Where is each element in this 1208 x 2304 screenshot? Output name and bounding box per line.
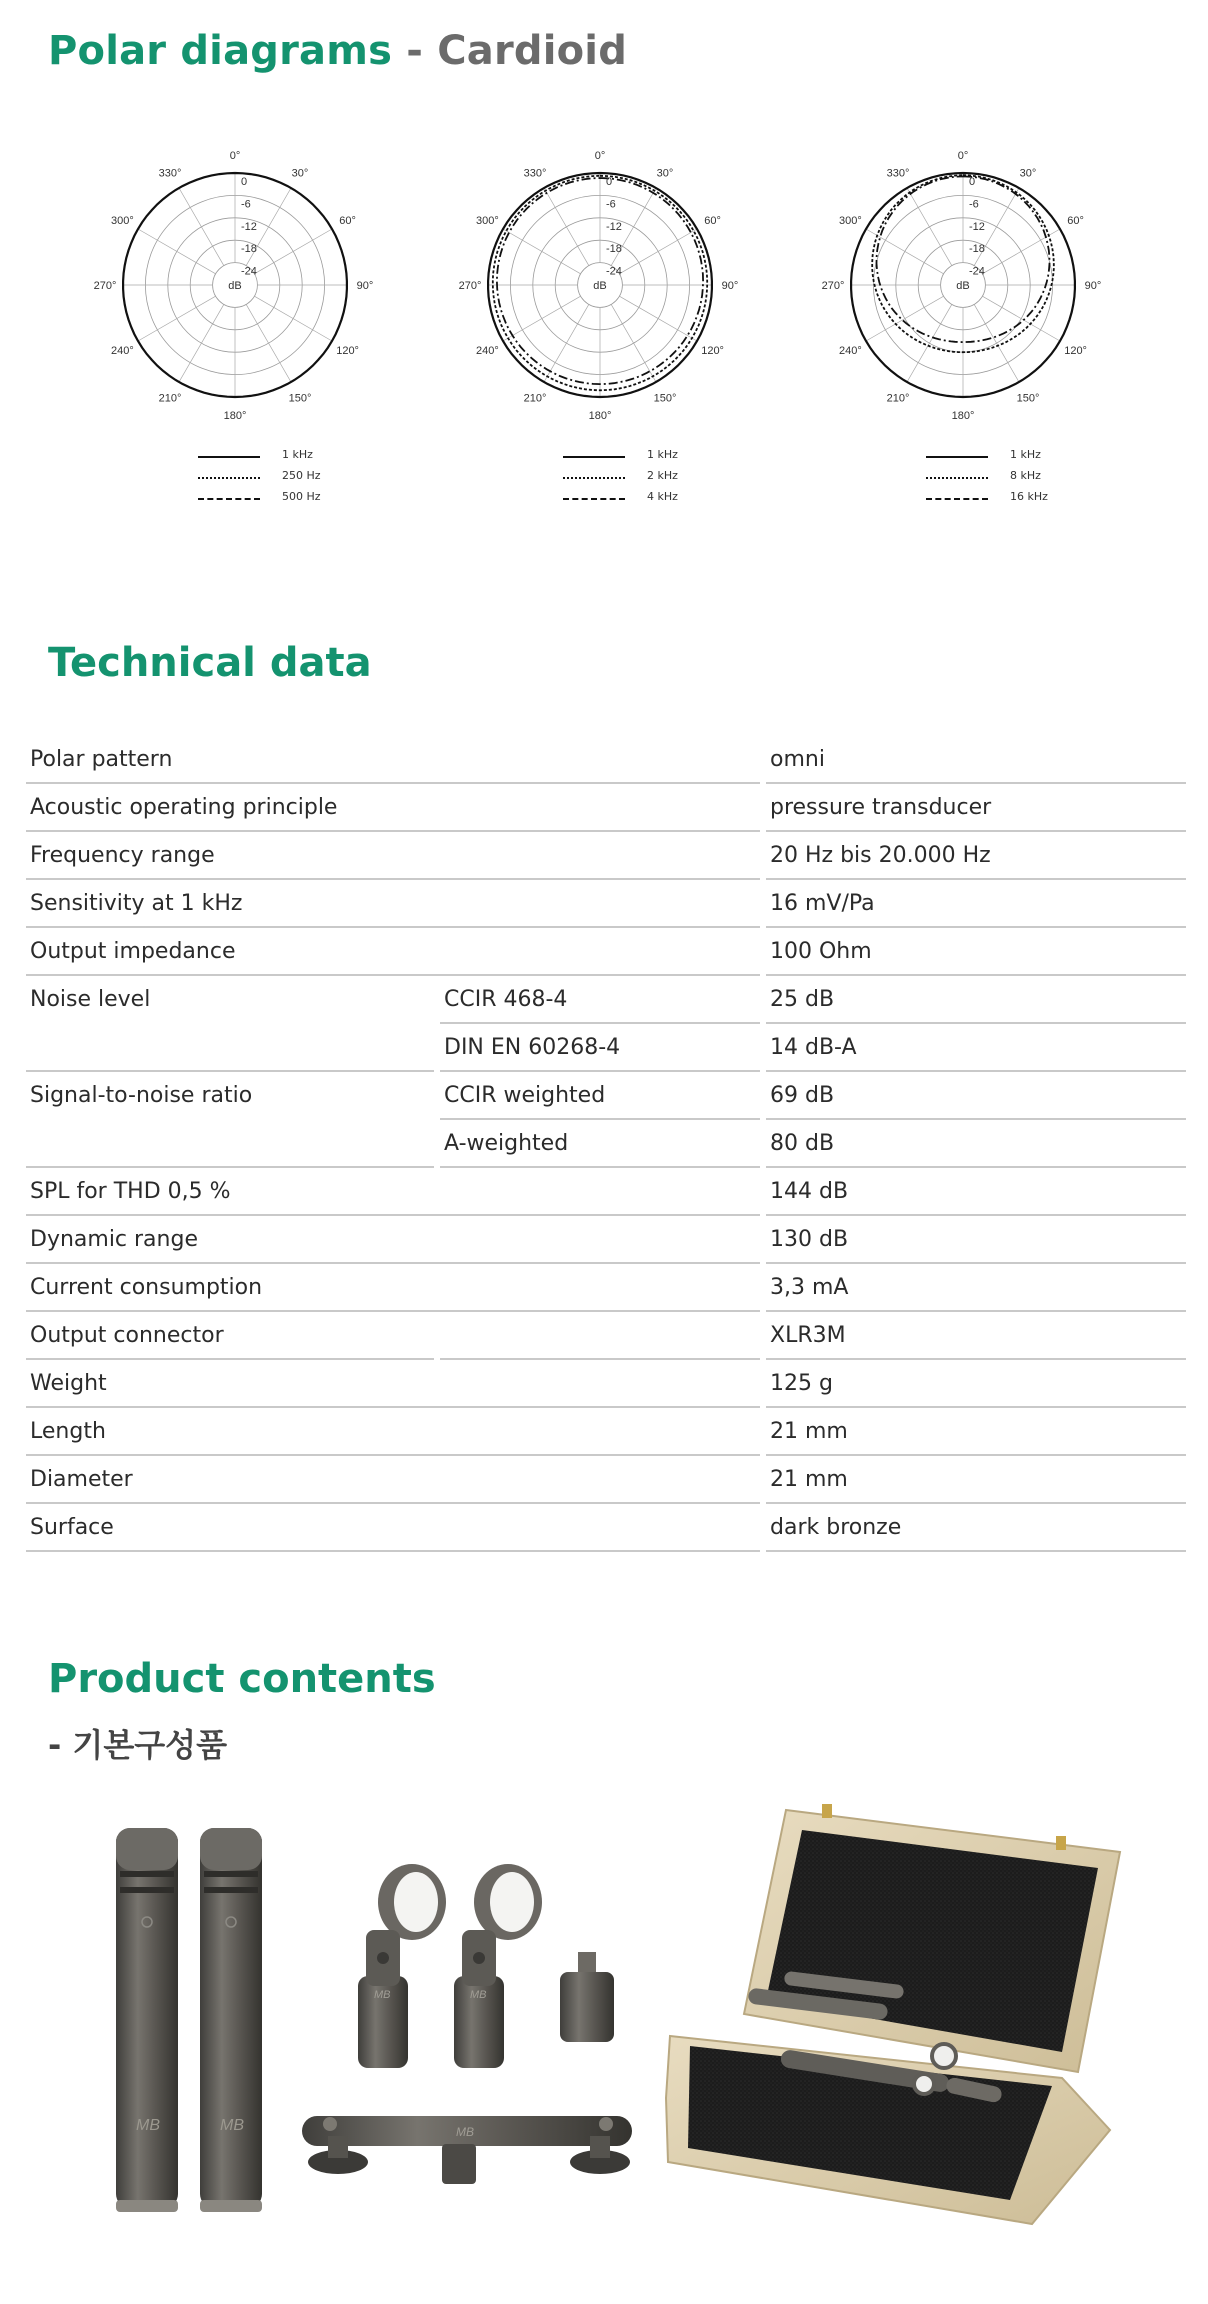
spec-value: omni [770, 747, 825, 772]
polar-spoke [544, 188, 589, 266]
polar-angle-label: 150° [288, 392, 312, 405]
polar-db-label: -6 [241, 198, 251, 211]
product-contents-image [0, 1800, 1208, 2240]
technical-data-title: Technical data [48, 640, 372, 686]
legend-label: 1 kHz [1010, 448, 1041, 461]
spec-label: Output connector [30, 1323, 224, 1348]
polar-angle-label: 150° [653, 392, 677, 405]
spec-label: Polar pattern [30, 747, 173, 772]
polar-db-label: -24 [241, 265, 257, 278]
spec-row [26, 1072, 1186, 1120]
polar-db-label: -18 [969, 243, 985, 256]
polar-angle-label: 30° [656, 167, 674, 180]
polar-angle-label: 180° [223, 410, 247, 422]
polar-spoke [503, 229, 581, 274]
polar-spoke [866, 296, 944, 341]
polar-legend-item [435, 469, 765, 487]
polar-chart-svg [435, 140, 765, 440]
spec-row [26, 832, 1186, 880]
polar-angle-label: 240° [111, 345, 134, 357]
mic-1-logo: MB [136, 2117, 160, 2134]
spec-condition: CCIR weighted [444, 1083, 606, 1108]
spec-value: 144 dB [770, 1179, 849, 1204]
spec-label: Frequency range [30, 843, 215, 868]
polar-legend-item [798, 448, 1128, 466]
clip-1-logo: MB [374, 1989, 391, 2001]
legend-swatch-dotted [198, 477, 260, 479]
polar-angle-label: 180° [588, 410, 612, 422]
legend-label: 500 Hz [282, 490, 321, 503]
product-contents-subtitle: - 기본구성품 [48, 1726, 227, 1764]
polar-center-label: dB [593, 280, 607, 292]
spec-label: Length [30, 1419, 106, 1444]
polar-angle-label: 60° [704, 215, 721, 227]
polar-diagram-1 [70, 140, 400, 530]
legend-swatch-dashdot [198, 498, 260, 500]
polar-spoke [138, 296, 216, 341]
polar-db-label: -6 [969, 198, 979, 211]
legend-swatch-dotted [563, 477, 625, 479]
spec-label [26, 1120, 438, 1166]
legend-swatch-solid [198, 456, 260, 458]
polar-legend-item [798, 469, 1128, 487]
spec-row [26, 1504, 1186, 1552]
polar-spoke [619, 296, 697, 341]
polar-title-sub: Cardioid [437, 28, 628, 74]
polar-angle-label: 30° [291, 167, 309, 180]
spec-value: XLR3M [770, 1323, 846, 1348]
polar-angle-label: 0° [229, 150, 241, 162]
polar-angle-label: 270° [458, 280, 482, 292]
polar-center-label: dB [228, 280, 242, 292]
polar-db-label: -12 [969, 220, 985, 233]
polar-angle-label: 210° [158, 392, 182, 405]
polar-spoke [246, 304, 291, 382]
spec-value: 14 dB-A [770, 1035, 857, 1060]
polar-angle-label: 120° [1064, 345, 1087, 357]
technical-data-table [26, 736, 1186, 1552]
polar-spoke [974, 304, 1019, 382]
polar-angle-label: 180° [951, 410, 975, 422]
spec-row [26, 976, 1186, 1024]
legend-label: 1 kHz [647, 448, 678, 461]
spec-label: Dynamic range [30, 1227, 198, 1252]
polar-legend-item [798, 490, 1128, 508]
bar-logo: MB [456, 2125, 474, 2139]
polar-chart-svg [798, 140, 1128, 440]
spec-row [26, 1216, 1186, 1264]
microphone-1 [116, 1828, 178, 2212]
polar-spoke [619, 229, 697, 274]
polar-angle-label: 0° [957, 150, 969, 162]
polar-legend-item [70, 490, 400, 508]
polar-db-label: -12 [241, 220, 257, 233]
spec-row [26, 1168, 1186, 1216]
polar-spoke [179, 304, 224, 382]
spec-value: 125 g [770, 1371, 833, 1396]
spec-value: 80 dB [770, 1131, 835, 1156]
spec-value: 21 mm [770, 1467, 848, 1492]
polar-diagrams-title [48, 28, 627, 74]
legend-label: 1 kHz [282, 448, 313, 461]
polar-db-label: -24 [969, 265, 985, 278]
polar-spoke [907, 304, 952, 382]
legend-label: 8 kHz [1010, 469, 1041, 482]
polar-angle-label: 330° [523, 167, 547, 180]
spec-condition: CCIR 468-4 [444, 987, 568, 1012]
polar-title-separator: - [392, 28, 438, 74]
polar-diagrams-row [70, 140, 1150, 530]
spec-label: Diameter [30, 1467, 133, 1492]
polar-db-label: -24 [606, 265, 622, 278]
spec-label: Noise level [30, 987, 151, 1012]
polar-angle-label: 300° [476, 215, 499, 227]
spec-condition: DIN EN 60268-4 [444, 1035, 621, 1060]
legend-swatch-dotted [926, 477, 988, 479]
spec-label [26, 1024, 438, 1070]
polar-db-label: 0 [241, 176, 248, 188]
polar-angle-label: 90° [356, 280, 374, 292]
polar-spoke [138, 229, 216, 274]
spec-label: Current consumption [30, 1275, 263, 1300]
polar-title-main: Polar diagrams [48, 28, 393, 74]
spec-value: 3,3 mA [770, 1275, 849, 1300]
spec-condition: A-weighted [444, 1131, 569, 1156]
spec-label: Sensitivity at 1 kHz [30, 891, 243, 916]
legend-swatch-solid [563, 456, 625, 458]
spec-label: Output impedance [30, 939, 236, 964]
polar-db-label: 0 [969, 176, 976, 188]
legend-label: 250 Hz [282, 469, 321, 482]
polar-center-label: dB [956, 280, 970, 292]
polar-db-label: -12 [606, 220, 622, 233]
polar-angle-label: 30° [1019, 167, 1037, 180]
polar-angle-label: 120° [336, 345, 359, 357]
spec-row [26, 1312, 1186, 1360]
spec-row [26, 1024, 1186, 1072]
polar-angle-label: 60° [1067, 215, 1084, 227]
polar-angle-label: 240° [476, 345, 499, 357]
spec-row [26, 1120, 1186, 1168]
polar-spoke [503, 296, 581, 341]
polar-angle-label: 150° [1016, 392, 1040, 405]
polar-db-label: -18 [241, 243, 257, 256]
legend-swatch-solid [926, 456, 988, 458]
polar-spoke [544, 304, 589, 382]
polar-spoke [254, 229, 332, 274]
polar-angle-label: 270° [821, 280, 845, 292]
mic-2-logo: MB [220, 2117, 244, 2134]
legend-swatch-dashdot [563, 498, 625, 500]
spec-label: Acoustic operating principle [30, 795, 338, 820]
legend-label: 16 kHz [1010, 490, 1048, 503]
spec-value: pressure transducer [770, 795, 992, 820]
thread-adapter [560, 1952, 614, 2042]
product-contents-title: Product contents [48, 1656, 436, 1702]
legend-swatch-dashdot [926, 498, 988, 500]
spec-value: 69 dB [770, 1083, 835, 1108]
spec-row [26, 784, 1186, 832]
microphone-2 [200, 1828, 262, 2212]
polar-spoke [254, 296, 332, 341]
polar-legend-item [435, 490, 765, 508]
spec-value: 130 dB [770, 1227, 849, 1252]
polar-angle-label: 120° [701, 345, 724, 357]
polar-angle-label: 300° [839, 215, 862, 227]
polar-angle-label: 270° [93, 280, 117, 292]
spec-value: 16 mV/Pa [770, 891, 875, 916]
polar-diagram-2 [435, 140, 765, 530]
polar-angle-label: 0° [594, 150, 606, 162]
polar-spoke [611, 304, 656, 382]
spec-value: dark bronze [770, 1515, 902, 1540]
spec-row [26, 1264, 1186, 1312]
polar-angle-label: 210° [523, 392, 547, 405]
row-divider [26, 1550, 760, 1552]
spec-row [26, 1456, 1186, 1504]
polar-angle-label: 300° [111, 215, 134, 227]
polar-spoke [907, 188, 952, 266]
spec-value: 100 Ohm [770, 939, 872, 964]
microphone-clip-1 [358, 1864, 446, 2068]
spec-label: Weight [30, 1371, 107, 1396]
polar-angle-label: 330° [886, 167, 910, 180]
product-contents-illustration [0, 1800, 1208, 2240]
spec-row [26, 928, 1186, 976]
spec-label: SPL for THD 0,5 % [30, 1179, 231, 1204]
polar-chart-svg [70, 140, 400, 440]
wooden-case [666, 1804, 1120, 2224]
stereo-bar [302, 2116, 632, 2184]
polar-db-label: 0 [606, 176, 613, 188]
spec-label: Surface [30, 1515, 114, 1540]
spec-row [26, 1360, 1186, 1408]
row-divider [766, 1550, 1186, 1552]
spec-row [26, 1408, 1186, 1456]
polar-legend-item [70, 448, 400, 466]
microphone-clip-2 [454, 1864, 542, 2068]
spec-row [26, 880, 1186, 928]
polar-legend-item [435, 448, 765, 466]
polar-db-label: -18 [606, 243, 622, 256]
polar-spoke [982, 296, 1060, 341]
spec-label: Signal-to-noise ratio [30, 1083, 253, 1108]
clip-2-logo: MB [470, 1989, 487, 2001]
polar-angle-label: 210° [886, 392, 910, 405]
spec-value: 20 Hz bis 20.000 Hz [770, 843, 991, 868]
polar-angle-label: 90° [721, 280, 739, 292]
polar-diagram-3 [798, 140, 1128, 530]
polar-db-label: -6 [606, 198, 616, 211]
spec-row [26, 736, 1186, 784]
legend-label: 4 kHz [647, 490, 678, 503]
polar-spoke [179, 188, 224, 266]
spec-value: 21 mm [770, 1419, 848, 1444]
polar-angle-label: 90° [1084, 280, 1102, 292]
legend-label: 2 kHz [647, 469, 678, 482]
polar-legend-item [70, 469, 400, 487]
polar-angle-label: 330° [158, 167, 182, 180]
spec-value: 25 dB [770, 987, 835, 1012]
polar-angle-label: 60° [339, 215, 356, 227]
polar-angle-label: 240° [839, 345, 862, 357]
